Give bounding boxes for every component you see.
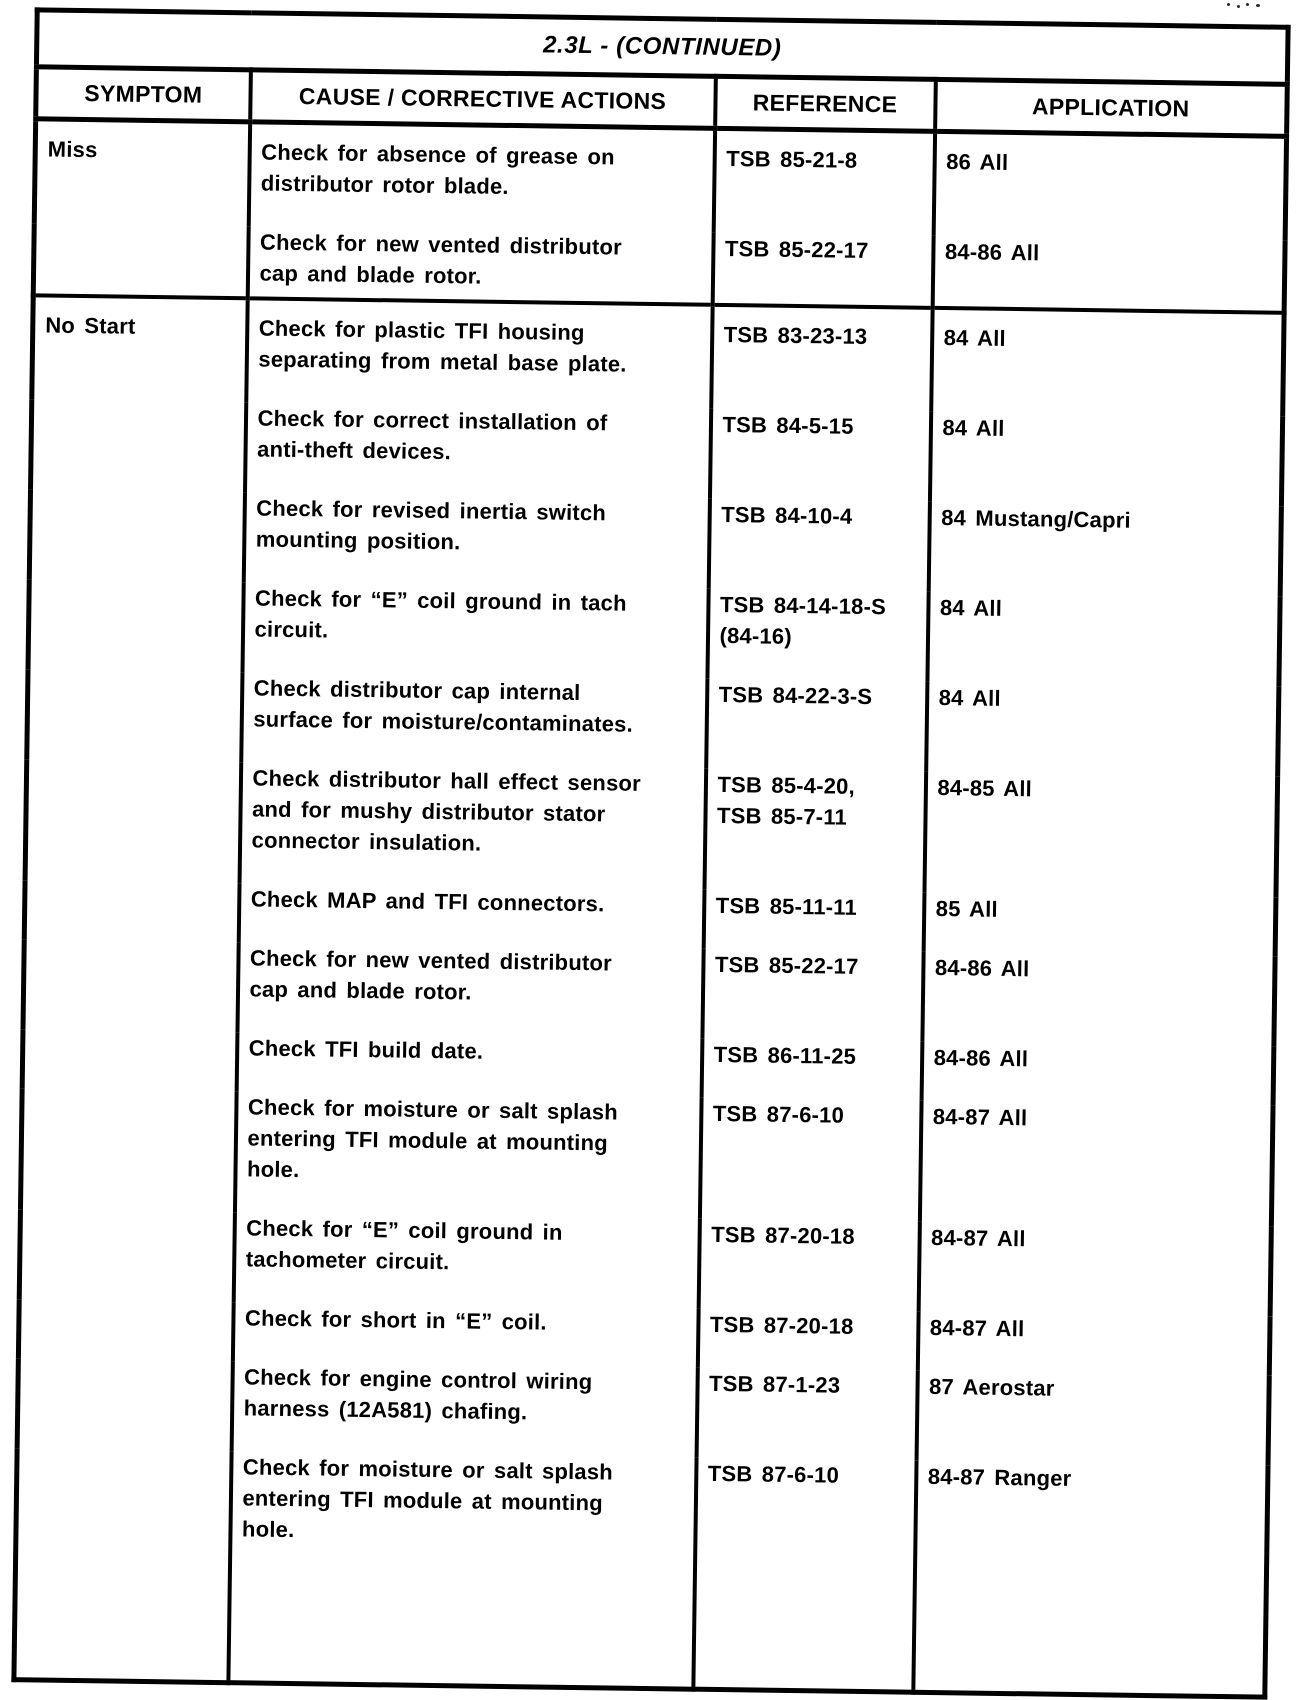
cause-cell: Check distributor cap internal surface for moisture/contaminates. <box>241 672 707 768</box>
application-cell: 84 Mustang/Capri <box>928 502 1281 597</box>
reference-cell: TSB 84-10-4 <box>708 499 929 592</box>
cause-cell: Check MAP and TFI connectors. <box>238 883 704 948</box>
reference-cell: TSB 85-21-8 <box>713 128 934 236</box>
application-cell: 84 All <box>927 592 1280 687</box>
column-header-cause-corrective-actions: CAUSE / CORRECTIVE ACTIONS <box>250 70 716 128</box>
cause-cell: Check for short in “E” coil. <box>232 1302 698 1367</box>
cause-cell: Check TFI build date. <box>236 1032 702 1097</box>
application-cell: 84 All <box>929 412 1282 507</box>
reference-cell: TSB 87-1-23 <box>696 1368 917 1461</box>
cause-cell: Check for moisture or salt splash entering TFI module at mounting hole. <box>234 1091 701 1218</box>
application-cell: 87 Aerostar <box>916 1371 1269 1466</box>
cause-cell: Check distributor hall effect sensor and for mushy distributor stator connector insulation. <box>239 762 706 889</box>
reference-cell: TSB 87-20-18 <box>698 1219 919 1312</box>
application-cell: 84 All <box>926 682 1279 777</box>
reference-cell: TSB 84-5-15 <box>709 409 930 502</box>
page-title: 2.3L - (CONTINUED) <box>36 10 1288 84</box>
column-header-symptom: SYMPTOM <box>36 67 251 122</box>
application-cell: 84 All <box>931 308 1284 417</box>
scan-speck <box>1256 4 1260 7</box>
cause-cell: Check for new vented distributor cap and blade rotor. <box>247 226 713 304</box>
symptom-cell: Miss <box>33 119 249 298</box>
scan-speck <box>1237 5 1240 8</box>
table-row <box>34 119 1286 241</box>
application-cell: 84-87 All <box>918 1222 1271 1317</box>
reference-cell: TSB 84-14-18-S (84-16) <box>707 589 928 682</box>
column-header-reference: REFERENCE <box>715 76 936 131</box>
reference-cell: TSB 85-4-20, TSB 85-7-11 <box>704 769 926 893</box>
reference-cell: TSB 85-11-11 <box>703 890 924 952</box>
cause-cell: Check for “E” coil ground in tach circuit. <box>242 582 708 678</box>
cause-cell: Check for engine control wiring harness (12A581) chafing. <box>231 1361 697 1457</box>
reference-cell: TSB 85-22-17 <box>702 949 923 1042</box>
reference-cell: TSB 87-20-18 <box>697 1309 918 1371</box>
column-header-application: APPLICATION <box>935 79 1288 136</box>
reference-cell: TSB 85-22-17 <box>712 233 933 308</box>
application-cell: 86 All <box>933 131 1286 240</box>
application-cell: 84-86 All <box>932 236 1285 313</box>
cause-cell: Check for correct installation of anti-theft devices. <box>245 402 711 498</box>
cause-cell: Check for new vented distributor cap and blade rotor. <box>237 942 703 1038</box>
table-body <box>14 119 1287 1697</box>
reference-cell: TSB 86-11-25 <box>701 1039 922 1101</box>
reference-cell: TSB 83-23-13 <box>711 305 932 412</box>
application-cell: 84-86 All <box>922 952 1275 1047</box>
cause-cell: Check for moisture or salt splash entering TFI module at mounting hole. <box>228 1451 696 1689</box>
reference-cell: TSB 87-6-10 <box>699 1098 921 1222</box>
scan-speck <box>1227 3 1230 6</box>
application-cell: 84-87 All <box>919 1101 1273 1227</box>
cause-cell: Check for plastic TFI housing separating from metal base plate. <box>246 298 712 408</box>
cause-cell: Check for “E” coil ground in tachometer circuit. <box>233 1212 699 1308</box>
application-cell: 84-85 All <box>924 772 1278 898</box>
application-cell: 85 All <box>923 893 1276 957</box>
application-cell: 84-86 All <box>921 1042 1274 1106</box>
reference-cell: TSB 87-6-10 <box>693 1458 916 1693</box>
application-cell: 84-87 All <box>917 1312 1270 1376</box>
reference-cell: TSB 84-22-3-S <box>706 679 927 772</box>
table-row <box>32 295 1284 416</box>
application-cell: 84-87 Ranger <box>913 1461 1268 1697</box>
scan-speck <box>1246 3 1249 6</box>
symptom-cell: No Start <box>14 295 247 1682</box>
cause-cell: Check for revised inertia switch mounting position. <box>243 492 709 588</box>
tsb-table <box>11 7 1290 1699</box>
cause-cell: Check for absence of grease on distributor rotor blade. <box>248 122 714 233</box>
